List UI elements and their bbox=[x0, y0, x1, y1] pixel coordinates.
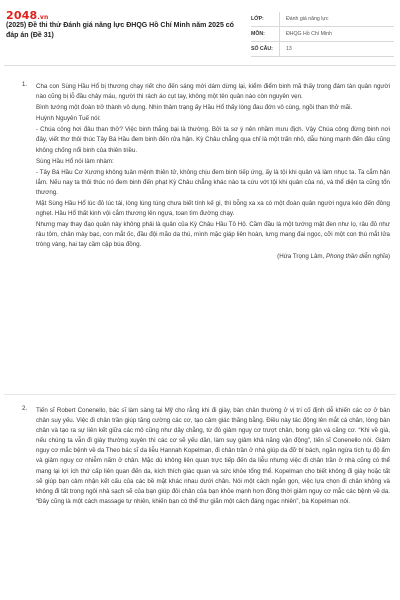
logo-text: 2048 bbox=[6, 9, 38, 22]
meta-row-class bbox=[251, 12, 394, 27]
meta-value: Đánh giá năng lực bbox=[279, 12, 394, 26]
passage-paragraph: Nhưng may thay đạo quân này không phải là quân của Kỳ Châu Hầu Tô Hộ. Cầm đầu là một tướng mặt đen như lọ, râu đỏ như râu tôm, chân mày bạc, con mắt ốc, đầu đội mão da thú, mình mặc giáp liên hoàn, lưng mang đai ngọc, cỡi một con thú mắt lửa tròng vàng, hai tay cầm cặp búa đồng. bbox=[36, 221, 390, 249]
passage-paragraph: Cha con Sùng Hầu Hổ bị thương chạy riết cho đến sáng mới dám dừng lại, kiểm điểm binh mã thấy trong đám tàn quân người nào cũng bị lỗ đầu chảy máu, người thì rách áo cụt tay, không một tên quân nào còn nguyên vẹn. bbox=[36, 83, 390, 101]
question-passage bbox=[36, 406, 390, 508]
passage-paragraph: - Chúa công hơi đâu than thở? Việc binh thắng bại là thường. Bởi ta sơ ý nên nhầm mưu địch. Vậy Chúa công đừng binh nơi đây, viết thơ thôi thúc Tây Bá Hầu đem binh đến rửa hận. Kỳ Châu chẳng qua chỉ là một trấn nhỏ, dẫu hùng mạnh đến đâu cũng không chống nổi binh của thiên triều. bbox=[36, 126, 390, 154]
source-author: (Hứa Trọng Lâm, bbox=[277, 252, 326, 260]
logo-suffix: .vn bbox=[37, 14, 49, 21]
meta-row-count bbox=[251, 42, 394, 57]
meta-table bbox=[251, 12, 394, 57]
question-number: 1. bbox=[22, 82, 28, 88]
meta-key: SỐ CÂU: bbox=[251, 46, 273, 52]
passage-paragraph: - Tây Bá Hầu Cơ Xương không tuân mệnh thiên tử, không chịu đem binh tiếp ứng, ấy là tội khi quân và làm nhục ta. Ta cắm hận lắm. Nếu nay ta thôi thúc nó đem binh đến phạt Kỳ Châu chẳng khác nào ta cứu vớt tội khi quân của nó, và thể diện ta cũng tổn thương. bbox=[36, 168, 390, 196]
source-close: ) bbox=[387, 252, 390, 260]
page-title: (2025) Đề thi thử Đánh giá năng lực ĐHQG Hồ Chí Minh năm 2025 có đáp án (Đề 31) bbox=[6, 22, 234, 39]
passage-paragraph: Huỳnh Nguyên Tuế nói: bbox=[36, 115, 101, 123]
meta-value: 13 bbox=[279, 42, 394, 56]
question-separator bbox=[4, 394, 396, 395]
passage-paragraph: Sùng Hầu Hổ nói làm nhàm: bbox=[36, 157, 114, 165]
page-header bbox=[0, 0, 400, 62]
source-title: Phong thần diễn nghĩa bbox=[326, 252, 388, 260]
meta-key: LỚP: bbox=[251, 16, 264, 22]
passage-source bbox=[36, 252, 390, 262]
passage-paragraph: Tiến sĩ Robert Conenello, bác sĩ làm sàng tại Mỹ cho rằng khi đi giày, bàn chân thường ở vị trí cố định dễ khiến các cơ ở bàn chân suy yếu. Việc đi chân trần giúp tăng cường các cơ, tạo cảm giác thăng bằng. Điều này tác động lên mắt cá chân, lòng bàn chân và tạo ra sự liên kết giữa các mô cũng như dây chằng, từ đó giảm nguy cơ trượt chân, bong gân và căng cơ. “Khi về già, nếu chúng ta vẫn đi giày thường xuyên thì các cơ sẽ yếu dần, làm suy giảm khả năng vận động”, tiến sĩ Conenello nói. Giảm nguy cơ mắc bệnh về da Theo bác sĩ da liễu Hannah Kopelman, đi chân trần ở nhà giúp da đỡ bí bách, ngăn ngừa tích tụ độ ẩm và giảm nguy cơ nhiễm nấm ở chân. Mặc dù không liên quan trực tiếp đến da liễu nhưng việc đi chân trần ở nhà cũng có thể mang lại lợi ích thứ cấp liên quan đến da, kích thích giác quan và sức khỏe tổng thể. Kopelman cho biết không đi giày hoặc tất sẽ giúp bạn cảm nhận kết cấu của các bề mặt khác nhau dưới chân. Nói một cách ngắn gọn, việc lựa chọn đi chân không và không đi tất trong ngôi nhà sạch sẽ của bạn giúp đôi chân của bạn khỏe mạnh hơn đồng thời giảm nguy cơ mắc các bệnh về da. “Đây cũng là một cách massage tự nhiên, khiến bạn có thể thư giãn một cách đáng ngạc nhiên”, bà Kopelman nói. bbox=[36, 407, 390, 505]
passage-paragraph: Bình tướng một đoàn trở thành vô dụng. Nhìn thảm trạng ấy Hầu Hổ thấy lòng đau đớn vô cùng, ngồi than thở mãi. bbox=[36, 104, 353, 112]
meta-key: MÔN: bbox=[251, 31, 265, 37]
meta-value: ĐHQG Hồ Chí Minh bbox=[279, 27, 394, 41]
header-divider bbox=[4, 65, 396, 66]
question-number: 2. bbox=[22, 406, 28, 412]
passage-paragraph: Mặt Sùng Hầu Hổ lúc đỏ lúc tái, lòng lúng túng chưa biết tính kế gì, thì bỗng xa xa có một đoàn quân người ngựa kéo đến đông nghẹt. Hầu Hổ thất kinh vội cắm thương lên ngựa, toan tìm đường chạy. bbox=[36, 200, 390, 218]
meta-row-subject bbox=[251, 27, 394, 42]
question-passage bbox=[36, 82, 390, 263]
